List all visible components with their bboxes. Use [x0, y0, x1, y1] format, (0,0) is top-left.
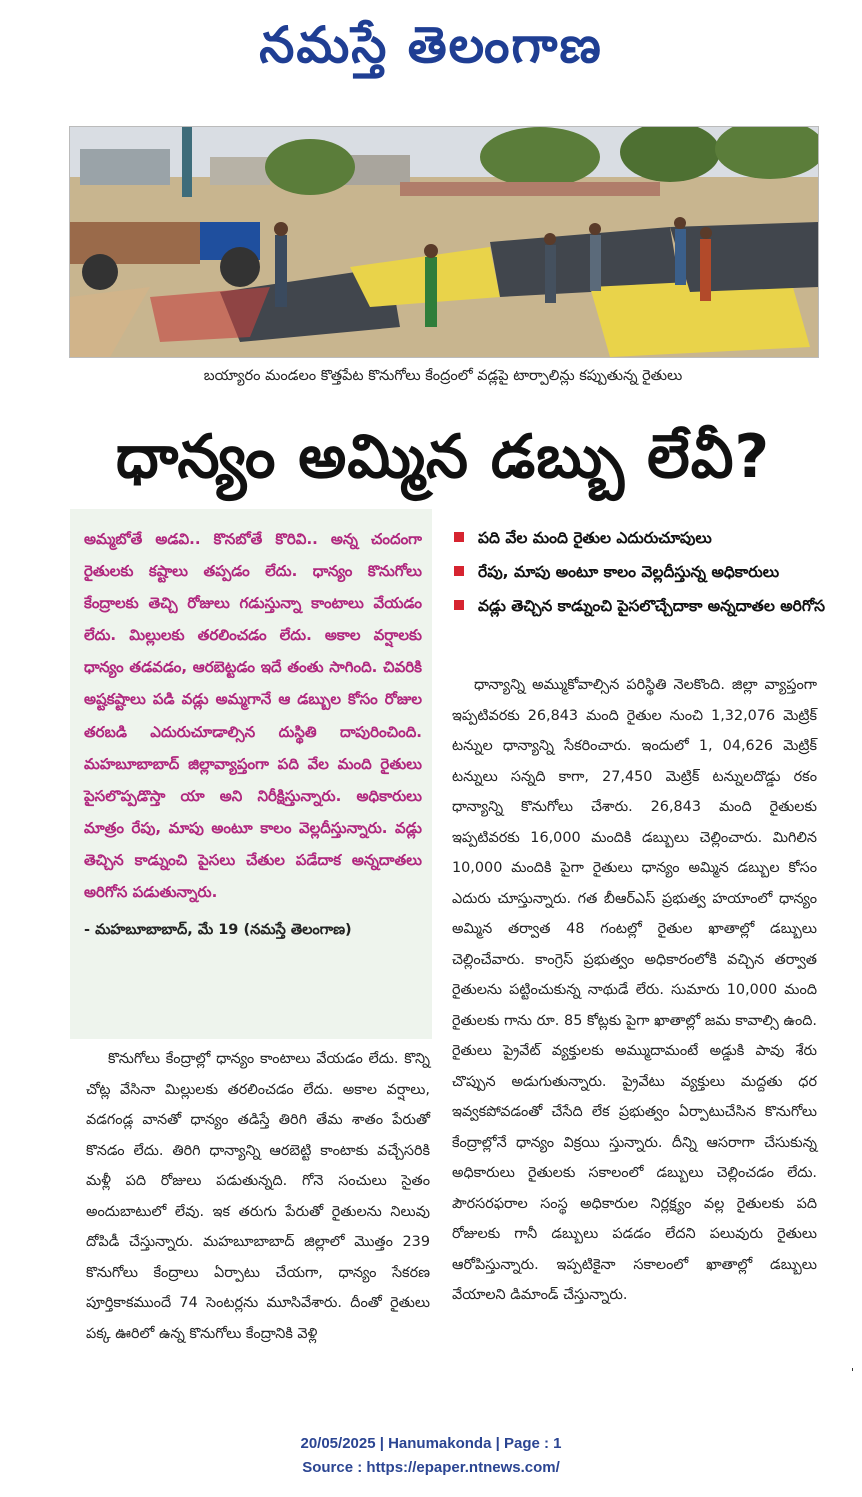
bullet-text: రేపు, మాపు అంటూ కాలం వెల్లదీస్తున్న అధికారులు	[478, 563, 780, 581]
bullet-text: పది వేల మంది రైతుల ఎదురుచూపులు	[478, 529, 712, 547]
footer	[0, 1432, 862, 1480]
masthead-title: నమస్తే తెలంగాణ	[259, 16, 603, 74]
summary-text: అమ్మబోతే అడవి.. కొనబోతే కొరివి.. అన్న చందంగా రైతులకు కష్టాలు తప్పడం లేదు. ధాన్యం కొనుగోలు కేంద్రాలకు తెచ్చి రోజులు గడుస్తున్నా కాంటాలు వేయడం లేదు. మిల్లులకు తరలించడం లేదు. అకాల వర్షాలకు ధాన్యం తడవడం, ఆరబెట్టడం ఇదే తంతు సాగింది. చివరికి అష్టకష్టాలు పడి వడ్లు అమ్మగానే ఆ డబ్బుల కోసం రోజుల తరబడి ఎదురుచూడాల్సిన దుస్థితి దాపురించింది. మహబూబాబాద్ జిల్లావ్యాప్తంగా పది వేల మంది రైతులు పైసలొప్పడొస్తా యా అని నిరీక్షిస్తున్నారు. అధికారులు మాత్రం రేపు, మాపు అంటూ కాలం వెల్లదీస్తున్నారు. వడ్లు తెచ్చిన కాడ్నుంచి పైసలు చేతుల పడేదాక అన్నదాతలు అరిగోస పడుతున్నారు.	[84, 530, 422, 902]
dateline: - మహబూబాబాద్, మే 19 (నమస్తే తెలంగాణ)	[84, 922, 352, 939]
highlight-bullets	[452, 522, 832, 624]
footer-edition: 20/05/2025 | Hanumakonda | Page : 1	[300, 1435, 562, 1452]
article-body-left: కొనుగోలు కేంద్రాల్లో ధాన్యం కాంటాలు వేయడం లేదు. కొన్ని చోట్ల వేసినా మిల్లులకు తరలించడం లేదు. అకాల వర్షాలు, వడగండ్ల వానతో ధాన్యం తడిస్తే తిరిగి తేమ శాతం పేరుతో కొనడం లేదు. తిరిగి ధాన్యాన్ని ఆరబెట్టి కాంటాకు వచ్చేసరికి మళ్లీ పది రోజులు పడుతున్నది. గోనె సంచులు సైతం అందుబాటులో లేవు. ఇక తరుగు పేరుతో రైతులను నిలువు దోపిడీ చేస్తున్నారు. మహబూబాబాద్ జిల్లాలో మొత్తం 239 కొనుగోలు కేంద్రాలు ఏర్పాటు చేయగా, ధాన్యం సేకరణ పూర్తికాకముందే 74 సెంటర్లను మూసివేశారు. దీంతో రైతులు పక్క ఊరిలో ఉన్న కొనుగోలు కేంద్రానికి వెళ్లి	[86, 1051, 430, 1342]
bullet-item	[452, 522, 832, 554]
bullet-item	[452, 556, 832, 588]
summary-box	[70, 509, 432, 1039]
bullet-square-icon	[454, 600, 464, 610]
photo-caption: బయ్యారం మండలం కొత్తపేట కొనుగోలు కేంద్రంలో వడ్లపై టార్పాలిన్లు కప్పుతున్న రైతులు	[203, 368, 683, 384]
bullet-square-icon	[454, 566, 464, 576]
bullet-item	[452, 590, 832, 622]
news-photo	[69, 126, 819, 358]
article-body-right: ధాన్యాన్ని అమ్ముకోవాల్సిన పరిస్థితి నెలకొంది. జిల్లా వ్యాప్తంగా ఇప్పటివరకు 26,843 మంది రైతుల నుంచి 1,32,076 మెట్రిక్ టన్నుల ధాన్యాన్ని సేకరించారు. ఇందులో 1, 04,626 మెట్రిక్ టన్నులు సన్నది కాగా, 27,450 మెట్రిక్ టన్నులదొడ్డు రకం ధాన్యాన్ని కొనుగోలు చేశారు. 26,843 మంది రైతులకు ఇప్పటివరకు 16,000 మందికి డబ్బులు చెల్లించారు. మిగిలిన 10,000 మందికి పైగా రైతులు ధాన్యం అమ్మిన డబ్బుల కోసం ఎదురు చూస్తున్నారు. గత బీఆర్ఎస్ ప్రభుత్వ హయాంలో ధాన్యం అమ్మిన తర్వాత 48 గంటల్లో రైతుల ఖాతాల్లో డబ్బులు చెల్లించేవారు. కాంగ్రెస్ ప్రభుత్వం అధికారంలోకి వచ్చిన తర్వాత రైతులను పట్టించుకున్న నాథుడే లేరు. సుమారు 10,000 మంది రైతులకు గాను రూ. 85 కోట్లకు పైగా ఖాతాల్లో జమ కావాల్సి ఉంది. రైతులు ప్రైవేట్ వ్యక్తులకు అమ్ముదామంటే అడ్డుకి పావు శేరు చొప్పున అడుగుతున్నారు. ప్రైవేటు వ్యక్తులు మద్దతు ధర ఇవ్వకపోవడంతో చేసేది లేక ప్రభుత్వం ఏర్పాటుచేసిన కొనుగోలు కేంద్రాల్లోనే ధాన్యం విక్రయి స్తున్నారు. దీన్ని ఆసరాగా చేసుకున్న అధికారులు రైతులకు సకాలంలో డబ్బులు చెల్లించడం లేదు. పౌరసరఫరాల సంస్థ అధికారుల నిర్లక్ష్యం వల్ల రైతులకు పది రోజులకు గానీ డబ్బులు పడడం లేదని పలువురు రైతులు ఆరోపిస్తున్నారు. ఇప్పటికైనా సకాలంలో ఖాతాల్లో డబ్బులు వేయాలని డిమాండ్ చేస్తున్నారు.	[452, 677, 817, 1303]
bullet-text: వడ్లు తెచ్చిన కాడ్నుంచి పైసలొచ్చేదాకా అన్నదాతల అరిగోస	[478, 597, 826, 615]
divider	[852, 1368, 853, 1371]
bullet-square-icon	[454, 532, 464, 542]
headline: ధాన్యం అమ్మిన డబ్బు లేవీ?	[115, 422, 771, 492]
masthead	[0, 4, 862, 86]
photo-illustration	[70, 127, 818, 357]
footer-source: Source : https://epaper.ntnews.com/	[302, 1459, 560, 1476]
